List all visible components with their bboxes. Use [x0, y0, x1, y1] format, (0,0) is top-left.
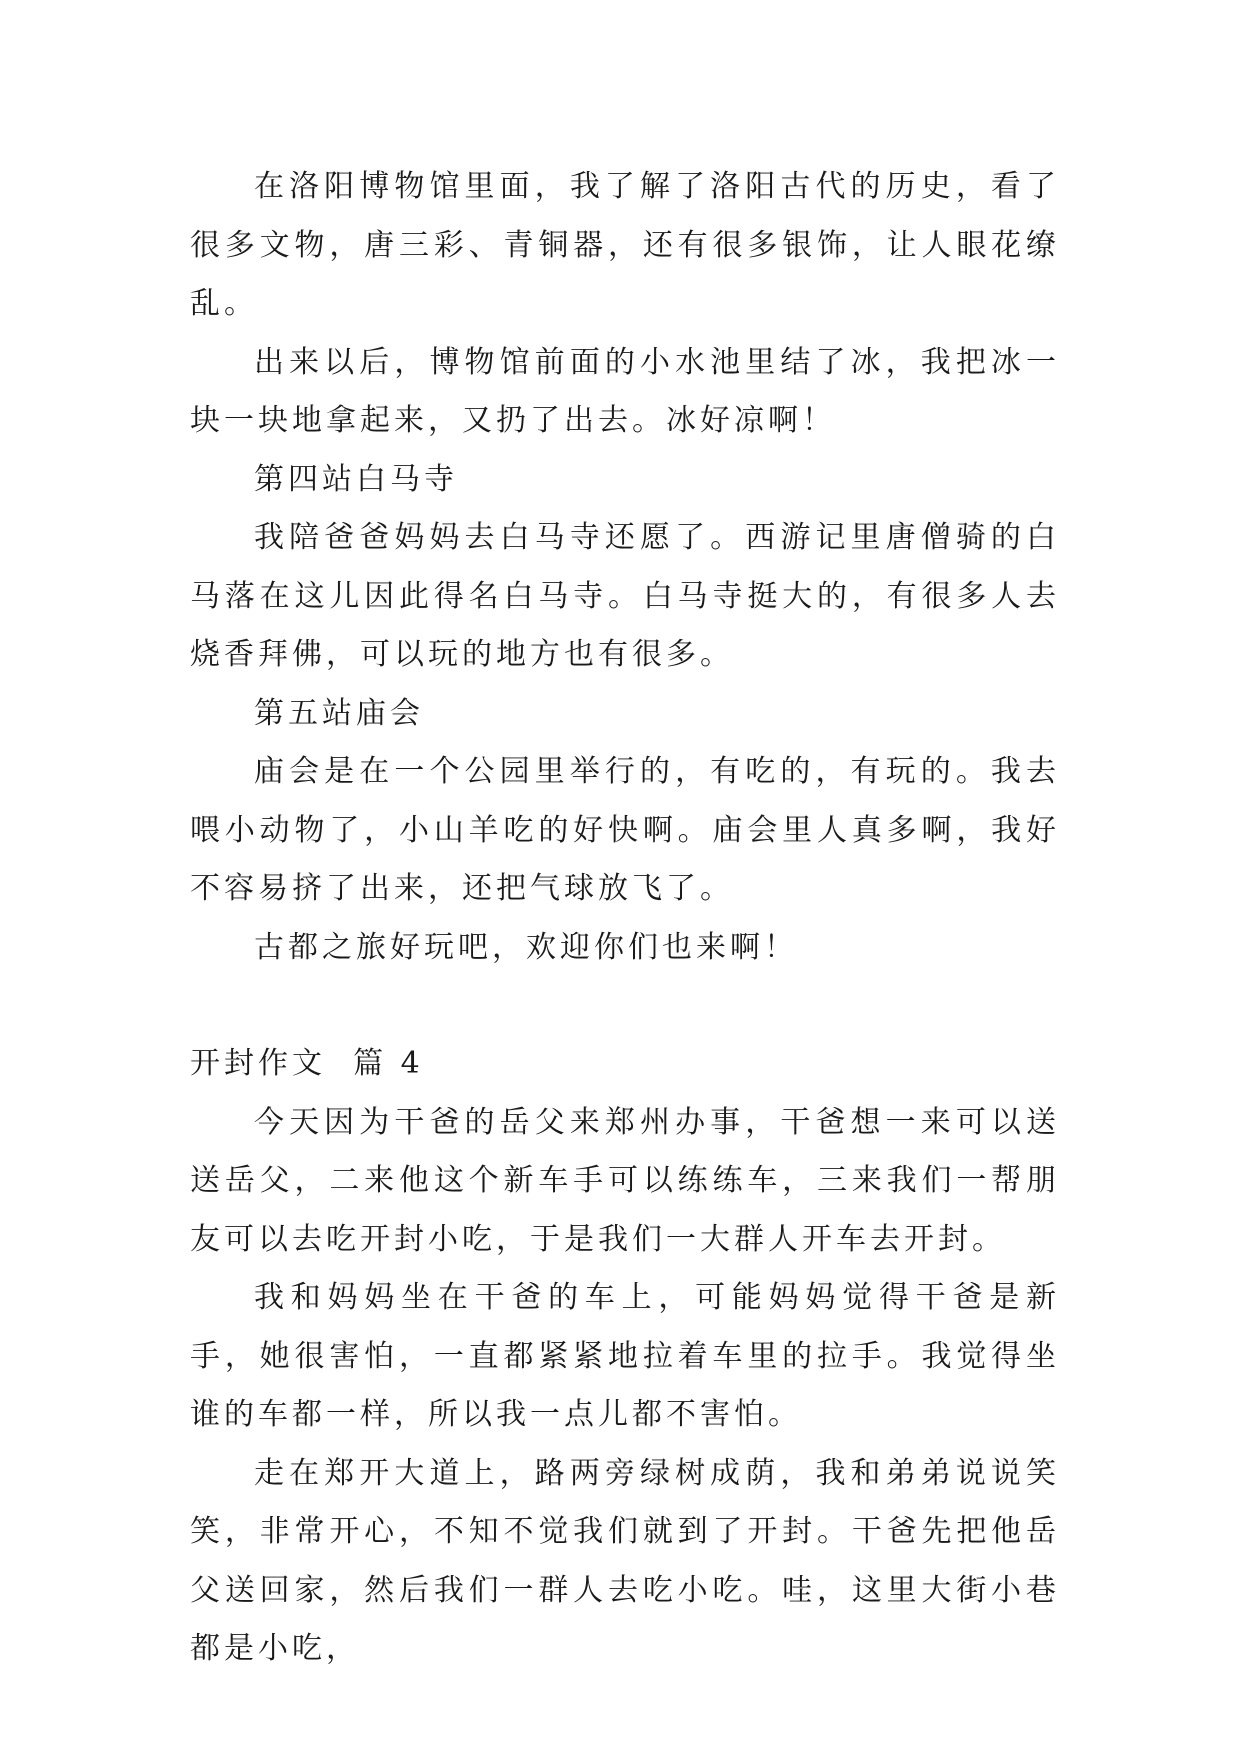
paragraph-closing: 古都之旅好玩吧，欢迎你们也来啊！: [254, 929, 798, 965]
heading-stop-four: 第四站白马寺: [254, 461, 458, 497]
heading-stop-five: 第五站庙会: [254, 695, 424, 731]
paragraph-temple-fair: 庙会是在一个公园里举行的，有吃的，有玩的。我去喂小动物了，小山羊吃的好快啊。庙会里人真多啊，我好不容易挤了出来，还把气球放飞了。: [190, 754, 1060, 906]
paragraph-ice: 出来以后，博物馆前面的小水池里结了冰，我把冰一块一块地拿起来，又扔了出去。冰好凉啊！: [190, 344, 1060, 438]
document-body: [190, 158, 1060, 1679]
paragraph-in-car: 我和妈妈坐在干爸的车上，可能妈妈觉得干爸是新手，她很害怕，一直都紧紧地拉着车里的拉手。我觉得坐谁的车都一样，所以我一点儿都不害怕。: [190, 1280, 1060, 1432]
paragraph-kaifeng-intro: 今天因为干爸的岳父来郑州办事，干爸想一来可以送送岳父，二来他这个新车手可以练练车，三来我们一帮朋友可以去吃开封小吃，于是我们一大群人开车去开封。: [190, 1104, 1060, 1257]
section-title-kaifeng-4: 开封作文 篇 4: [190, 1046, 424, 1081]
paragraph-museum: 在洛阳博物馆里面，我了解了洛阳古代的历史，看了很多文物，唐三彩、青铜器，还有很多银饰，让人眼花缭乱。: [190, 169, 1060, 321]
paragraph-white-horse-temple: 我陪爸爸妈妈去白马寺还愿了。西游记里唐僧骑的白马落在这儿因此得名白马寺。白马寺挺大的，有很多人去烧香拜佛，可以玩的地方也有很多。: [190, 520, 1060, 672]
paragraph-zhengkai-road: 走在郑开大道上，路两旁绿树成荫，我和弟弟说说笑笑，非常开心，不知不觉我们就到了开封。干爸先把他岳父送回家，然后我们一群人去吃小吃。哇，这里大街小巷都是小吃，: [190, 1455, 1060, 1666]
